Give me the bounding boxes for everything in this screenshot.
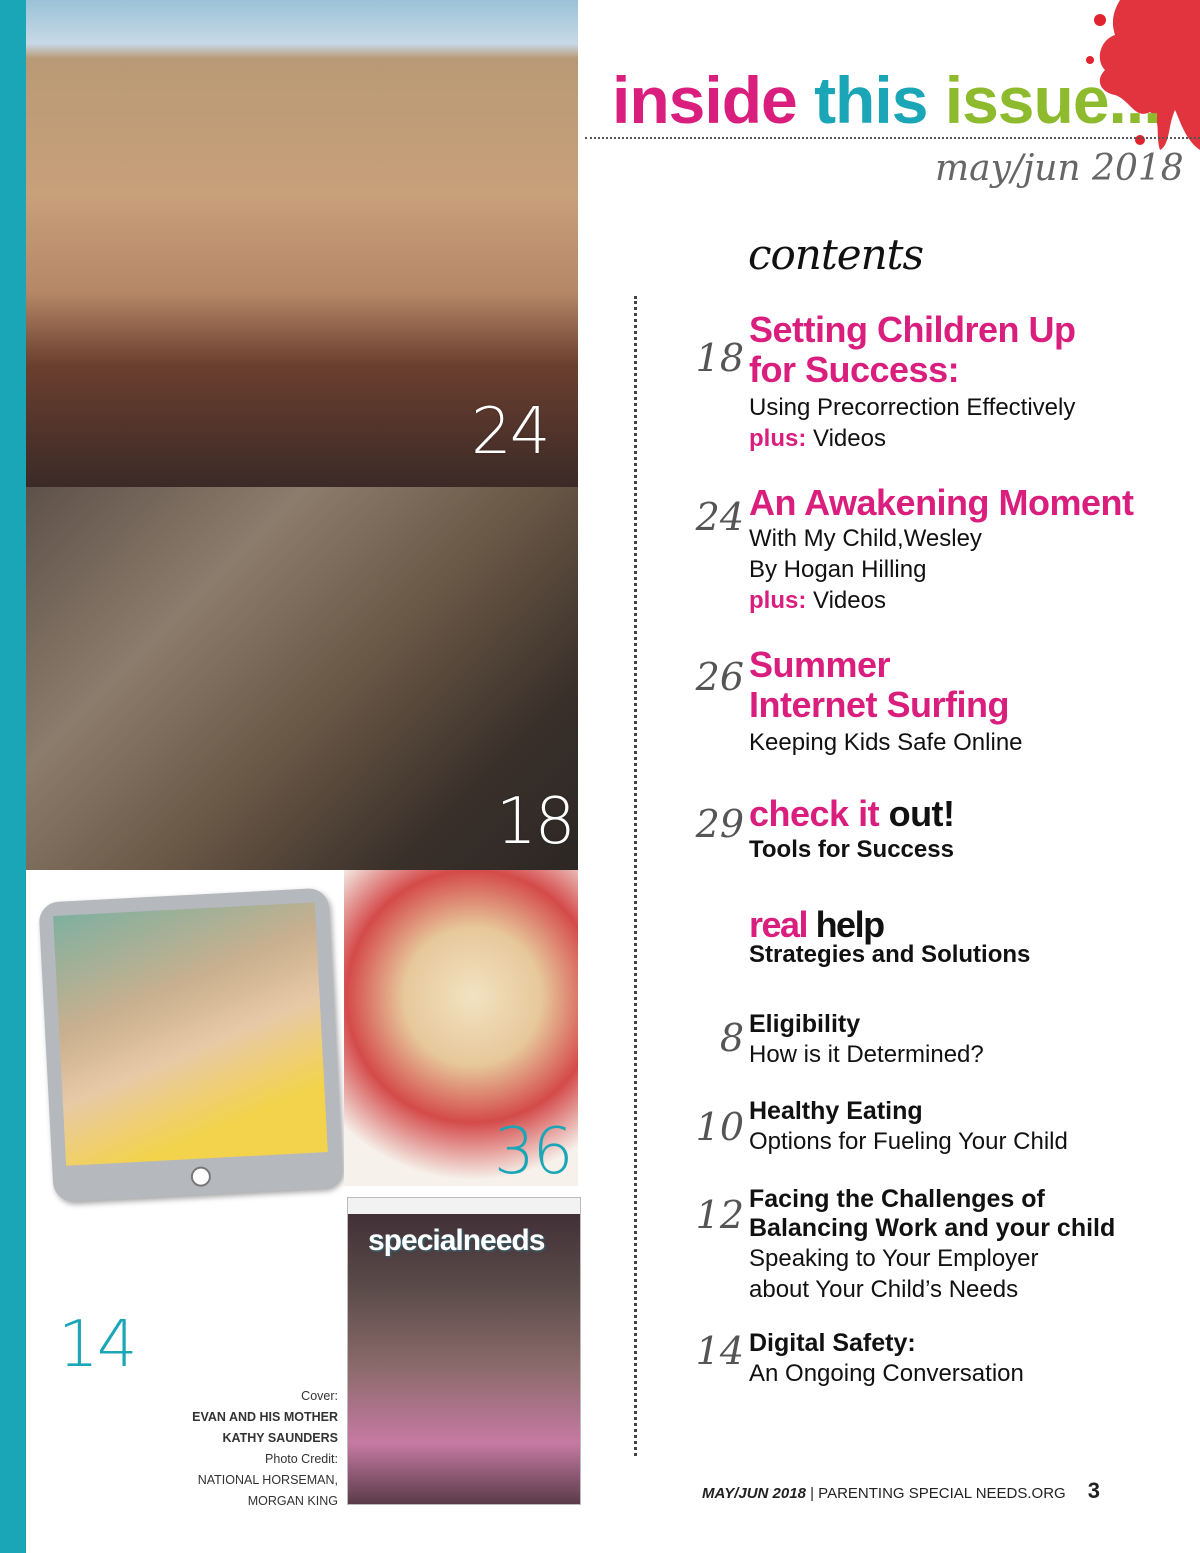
toc-page-number: 18 [695,336,744,380]
toc-subtitle: about Your Child’s Needs [749,1276,1019,1303]
toc-plus-text: Videos [806,587,886,614]
toc-title: Digital Safety: [749,1329,916,1357]
tablet-screen [53,902,328,1165]
toc-page-number: 8 [719,1016,744,1060]
toc-title: for Success: [749,349,960,390]
toc-page-number: 10 [695,1105,744,1149]
caption-credit: NATIONAL HORSEMAN, [197,1473,338,1487]
caption-subject: EVAN AND HIS MOTHER [192,1410,338,1424]
toc-page-number: 26 [695,655,744,699]
caption-subject: KATHY SAUNDERS [222,1431,338,1445]
footer-issue: MAY/JUN 2018 [702,1485,806,1502]
toc-subtitle: Options for Fueling Your Child [749,1128,1068,1155]
caption-label: Cover: [301,1389,338,1403]
page-footer [702,1478,1100,1504]
toc-title: Balancing Work and your child [749,1214,1116,1242]
toc-plus-label: plus: [749,425,807,452]
issue-date: may/jun 2018 [935,148,1184,189]
photo-fruit-skewers [344,870,578,1186]
toc-subtitle: With My Child,Wesley [749,525,982,552]
toc-title: Healthy Eating [749,1097,923,1125]
toc-title: Internet Surfing [749,684,1009,725]
page-title [612,62,1161,138]
tablet-home-button [190,1166,211,1187]
toc-subtitle: Speaking to Your Employer [749,1245,1039,1272]
toc-subtitle: How is it Determined? [749,1041,984,1068]
photo-kids-kitchen [26,487,578,870]
cover-caption [138,1386,338,1512]
toc-title-accent: out! [888,793,955,834]
vertical-divider [634,296,637,1456]
title-word-issue: issue... [944,63,1161,137]
photo-page-number: 18 [496,785,574,859]
toc-page-number: 14 [695,1329,744,1373]
caption-credit: MORGAN KING [247,1494,338,1508]
caption-label: Photo Credit: [265,1452,338,1466]
toc-title: Summer [749,644,891,685]
toc-subtitle: Using Precorrection Effectively [749,394,1076,421]
toc-plus-text: Videos [806,425,886,452]
title-word-this: this [814,63,928,137]
toc-plus-label: plus: [749,587,807,614]
toc-title: Eligibility [749,1010,861,1038]
section-title: real [749,904,816,945]
toc-title: An Awakening Moment [749,482,1134,523]
contents-heading: contents [748,230,924,279]
section-title-accent: help [815,904,884,945]
photo-tablet-boy [26,870,344,1220]
toc-title: check it [749,793,889,834]
footer-page-number: 3 [1087,1478,1100,1503]
section-subtitle: Strategies and Solutions [749,941,1031,968]
cover-title: specialneeds [368,1224,545,1257]
title-word-inside: inside [612,63,797,137]
tablet-frame [38,888,343,1203]
toc-title: Facing the Challenges of [749,1185,1045,1213]
toc-page-number: 12 [695,1193,744,1237]
photo-father-son [26,0,578,487]
footer-site-link[interactable]: PARENTING SPECIAL NEEDS.ORG [818,1485,1066,1502]
photo-page-number: 24 [471,395,549,469]
toc-subtitle: Tools for Success [749,836,954,863]
footer-separator: | [805,1485,819,1502]
header-divider [585,137,1200,139]
toc-title: Setting Children Up [749,309,1076,350]
toc-page-number: 24 [695,495,744,539]
photo-page-number-14: 14 [58,1308,136,1382]
photo-page-number: 36 [494,1115,572,1186]
left-edge-bar [0,0,26,1553]
toc-byline: By Hogan Hilling [749,556,927,583]
toc-page-number: 29 [695,802,744,846]
cover-banner [348,1198,580,1214]
toc-subtitle: An Ongoing Conversation [749,1360,1024,1387]
magazine-cover-thumbnail [347,1197,581,1505]
toc-subtitle: Keeping Kids Safe Online [749,729,1023,756]
